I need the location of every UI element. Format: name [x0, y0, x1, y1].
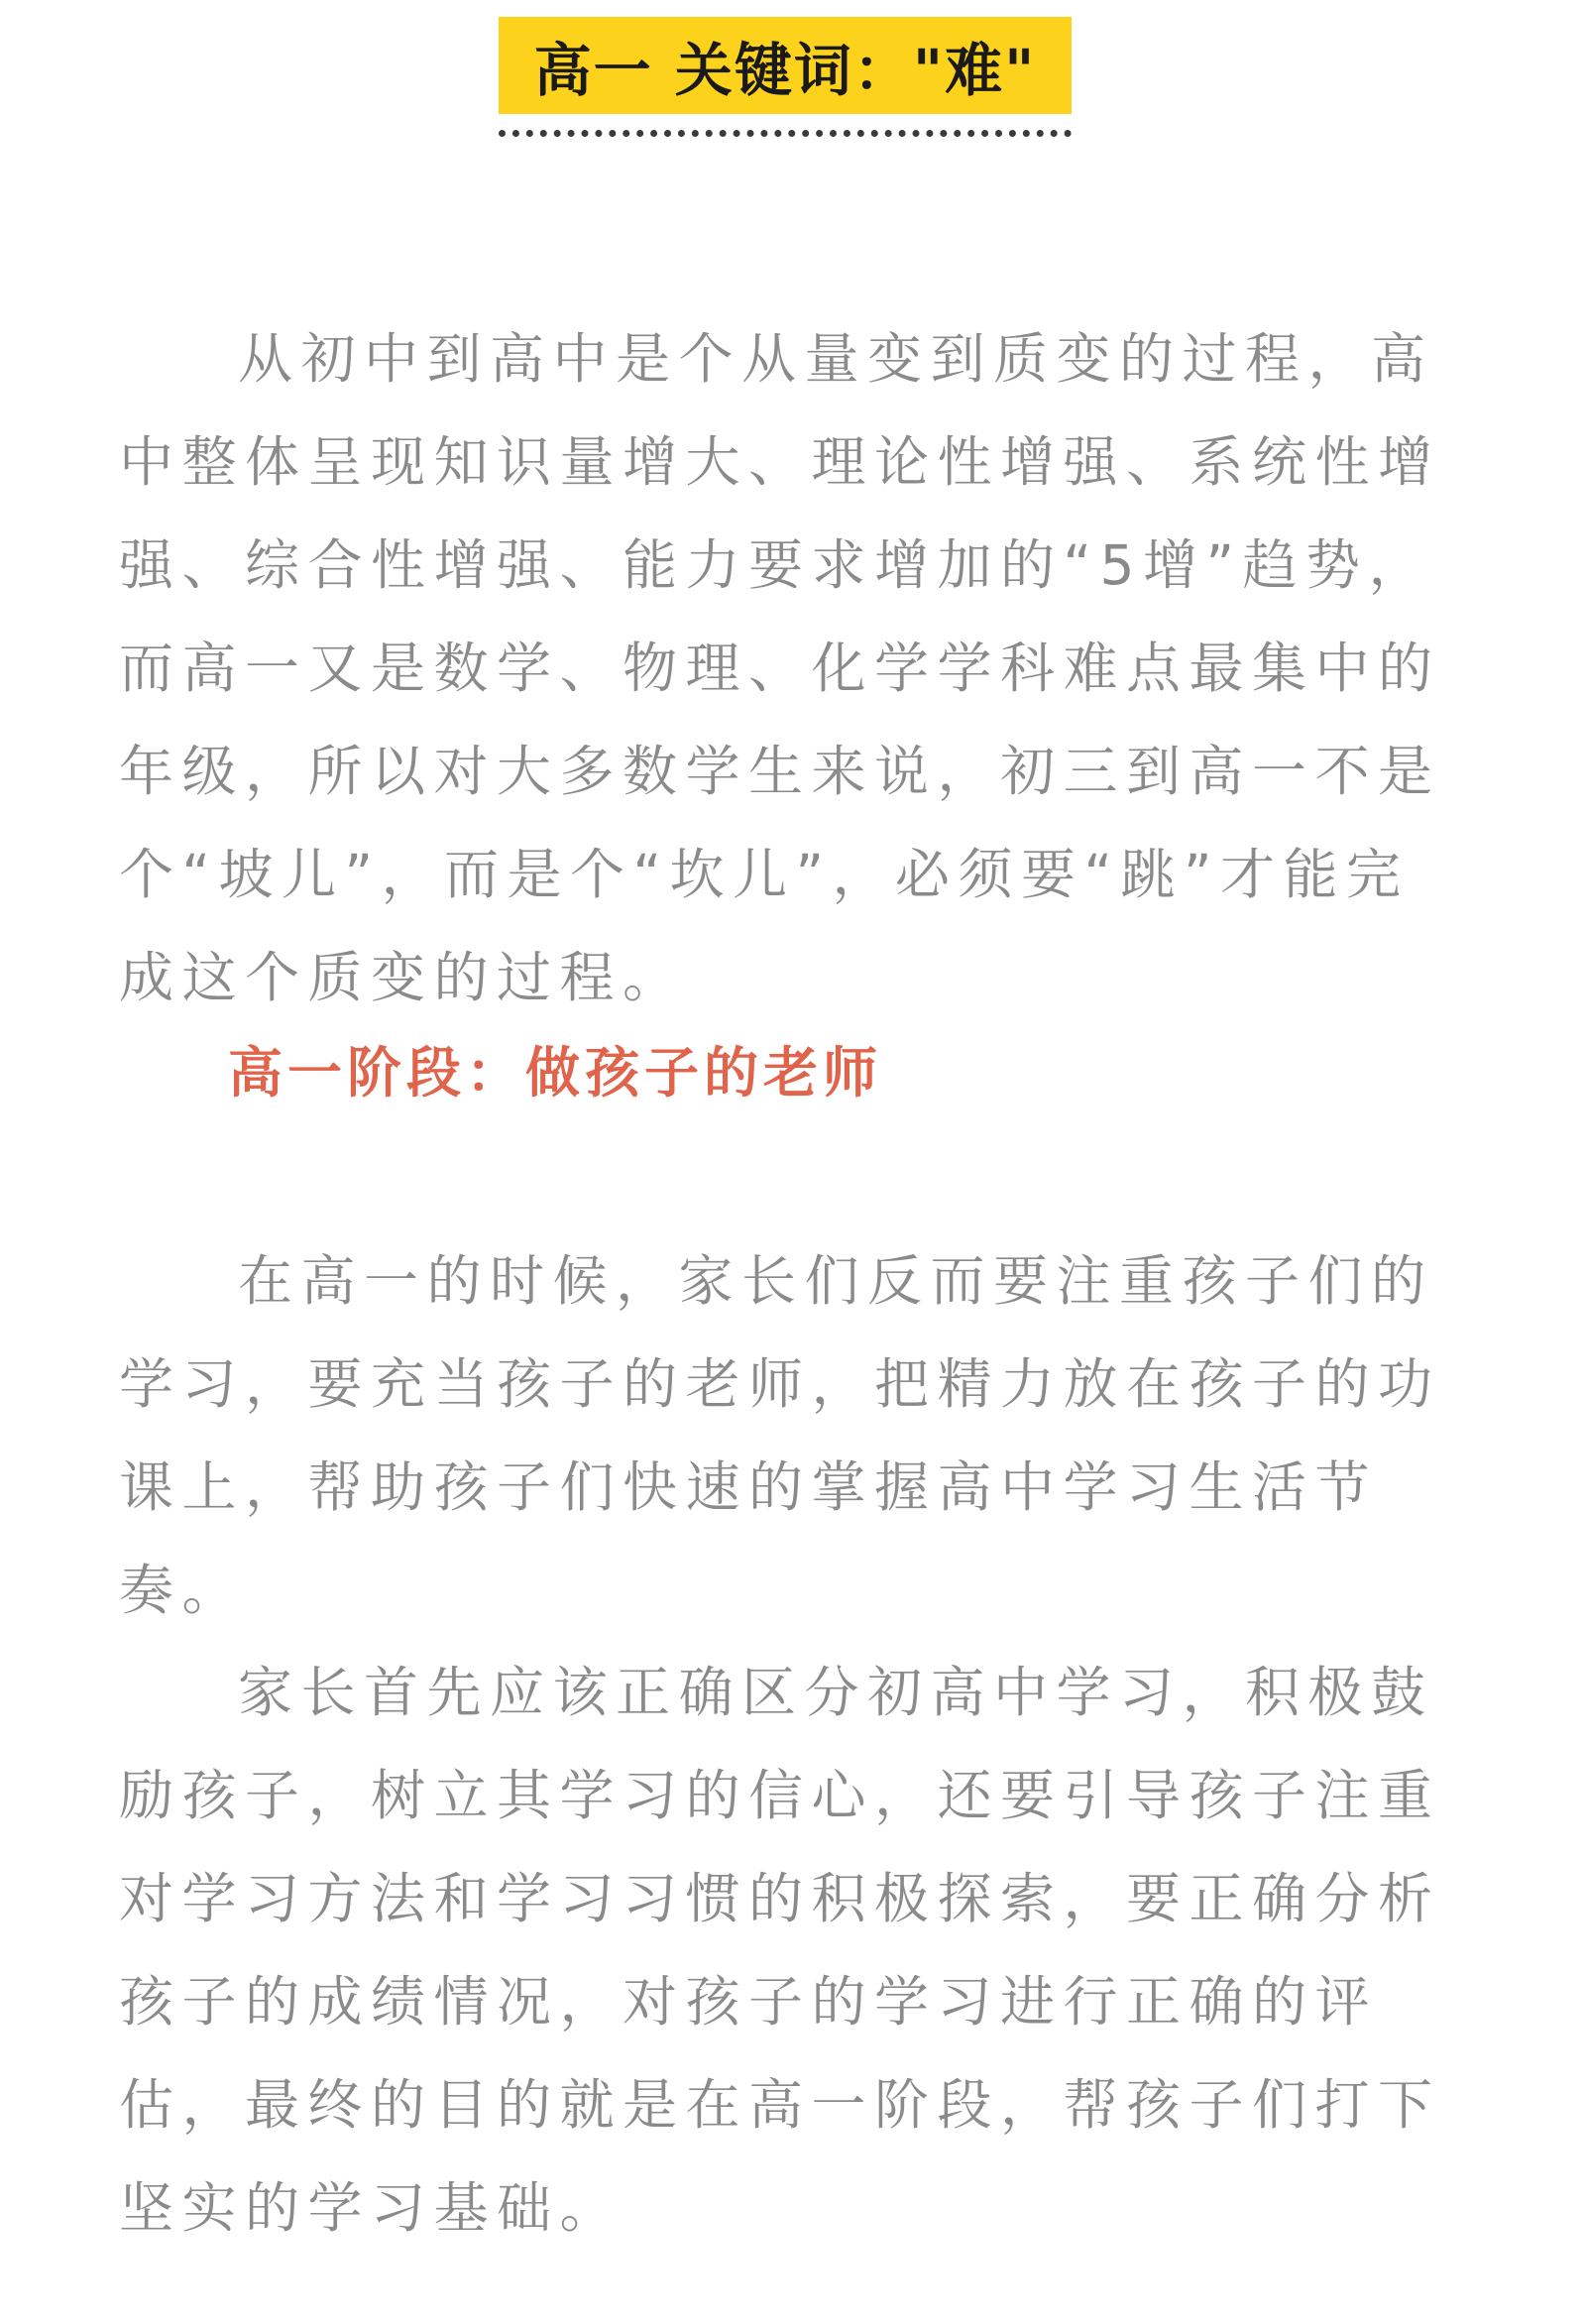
header-badge: [499, 17, 1072, 114]
paragraph-teacher-role: 在高一的时候，家长们反而要注重孩子们的学习，要充当孩子的老师，把精力放在孩子的功课上，帮助孩子们快速的掌握高中学习生活节奏。: [119, 1249, 1441, 1622]
dotted-divider: [499, 130, 1072, 137]
paragraph-intro: 从初中到高中是个从量变到质变的过程，高中整体呈现知识量增大、理论性增强、系统性增强、综合性增强、能力要求增加的“5增”趋势，而高一又是数学、物理、化学学科难点最集中的年级，所以对大多数学生来说，初三到高一不是个“坡儿”，而是个“坎儿”，必须要“跳”才能完成这个质变的过程。: [119, 327, 1441, 1009]
page-title: 高一 关键词："难": [533, 37, 1037, 104]
paragraph-parent-advice: 家长首先应该正确区分初高中学习，积极鼓励孩子，树立其学习的信心，还要引导孩子注重对学习方法和学习习惯的积极探索，要正确分析孩子的成绩情况，对孩子的学习进行正确的评估，最终的目的就是在高一阶段，帮孩子们打下坚实的学习基础。: [119, 1661, 1441, 2240]
section-heading: 高一阶段：做孩子的老师: [228, 1041, 883, 1104]
